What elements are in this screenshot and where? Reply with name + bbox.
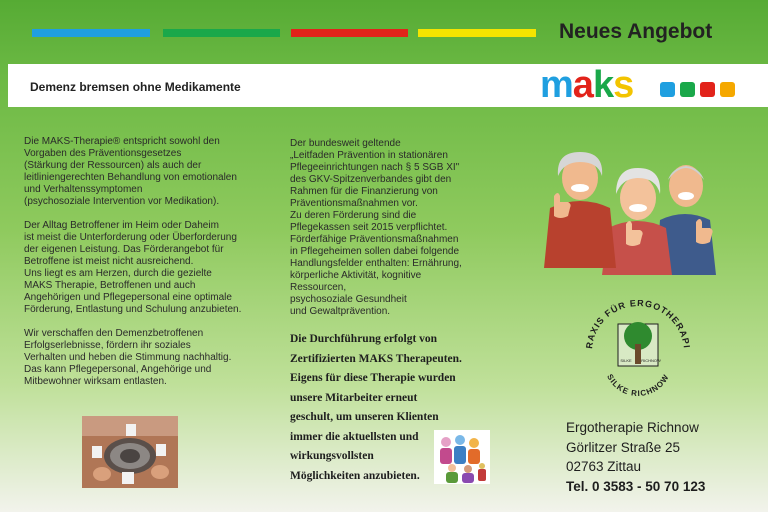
certification-text: Die Durchführung erfolgt von Zertifizierten MAKS Therapeuten. Eigens für diese Therapie wurden unsere Mitarbeiter erneut geschult, um unseren Klienten immer die aktuellsten und wirkungsvollsten Möglichkeiten anzubieten. (290, 333, 462, 482)
contact-street: Görlitzer Straße 25 (566, 439, 681, 455)
seal-inner-right: RICHNOW (641, 358, 661, 363)
logo-letter: k (592, 64, 614, 106)
svg-text:SILKE RICHNOW (605, 372, 671, 398)
maks-logo (540, 64, 633, 107)
seal-inner-left: SILKE (620, 358, 632, 363)
banner-subtitle: Demenz bremsen ohne Medikamente (30, 80, 241, 94)
paragraph-erfolg: Wir verschaffen den Demenzbetroffenen Erfolgserlebnisse, fördern ihr soziales Verhalten und heben die Stimmung nachhaltig. Das kann Pflegepersonal, Angehörige und Mitbewohner wirksam entlasten. (24, 328, 232, 387)
square-red (700, 82, 715, 97)
contact-block (566, 418, 766, 496)
color-bar-red (291, 29, 408, 37)
contact-name: Ergotherapie Richnow (566, 420, 699, 435)
color-bar-blue (32, 29, 150, 37)
seal-bottom-text: SILKE RICHNOW (605, 372, 671, 399)
contact-phone[interactable]: Tel. 0 3583 - 50 70 123 (566, 478, 706, 494)
paragraph-intro: Die MAKS-Therapie® entspricht sowohl den Vorgaben des Präventionsgesetzes (Stärkung der Ressourcen) als auch der leitliniengerechten Behandlung von emotionalen und Verhaltenssymptomen (psychosoziale Intervention vor Medikation). (24, 136, 237, 207)
practice-seal (578, 300, 698, 400)
square-green (680, 82, 695, 97)
seniors-illustration (540, 150, 740, 275)
square-orange (720, 82, 735, 97)
color-bar-green (163, 29, 280, 37)
square-blue (660, 82, 675, 97)
color-bars (0, 29, 540, 37)
therapy-photo (82, 416, 178, 488)
seal-arc-text: RAXIS FÜR ERGOTHERAPI (584, 300, 692, 350)
group-clipart (434, 430, 490, 484)
page-title: Neues Angebot (559, 20, 713, 43)
logo-letter: m (540, 64, 573, 106)
color-bar-yellow (418, 29, 536, 37)
logo-letter: a (572, 64, 593, 106)
logo-letter: s (613, 64, 634, 106)
column-2-text: Der bundesweit geltende „Leitfaden Prävention in stationären Pflegeeinrichtungen nach § 5 SGB XI" des GKV-Spitzenverbandes gibt den Rahmen für die Finanzierung von Präventionsmaßnahmen vor. Zu deren Förderung sind die Pflegekassen seit 2015 verpflichtet. Förderfähige Präventionsmaßnahmen in Pflegeheimen sollen dabei folgende Handlungsfelder enthalten: Ernährung, körperliche Aktivität, kognitive Ressourcen, psychosoziale Gesundheit und Gewaltprävention. (290, 138, 462, 317)
column-1 (24, 136, 259, 388)
paragraph-alltag: Der Alltag Betroffener im Heim oder Daheim ist meist die Unterforderung oder Überforderung der eigenen Leistung. Das Förderangebot für Betroffene ist meist nicht ausreichend. Uns liegt es am Herzen, durch die gezielte MAKS Therapie, Betroffenen und auch Angehörigen und Pflegepersonal eine optimale Förderung, Entlastung und Schulung anzubieten. (24, 220, 242, 315)
contact-city: 02763 Zittau (566, 459, 642, 474)
